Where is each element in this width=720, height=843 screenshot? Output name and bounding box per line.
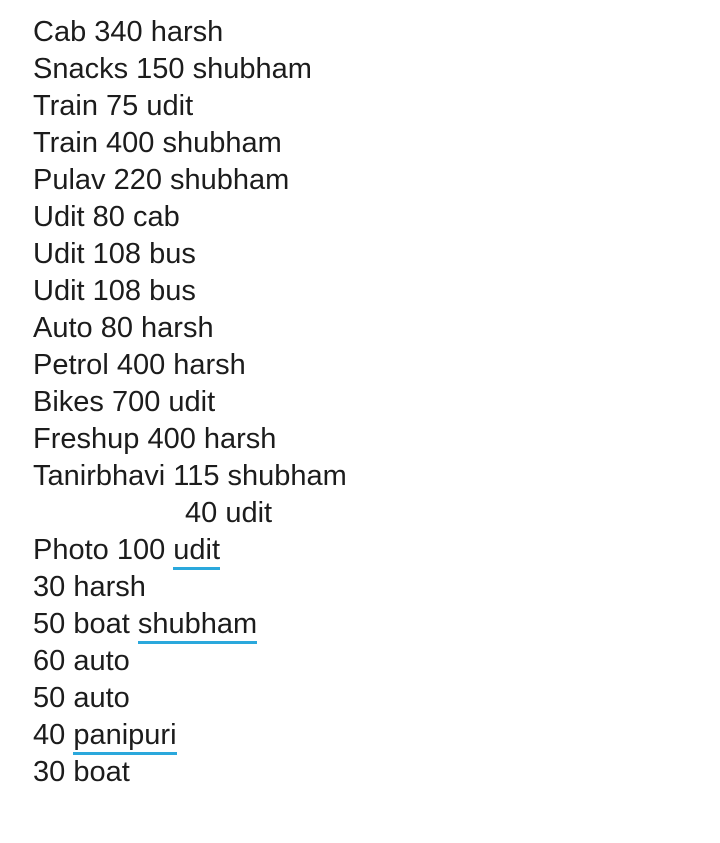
note-line: Bikes 700 udit xyxy=(33,386,216,418)
note-line: 30 harsh xyxy=(33,571,146,603)
note-line-text: 50 boat xyxy=(33,608,138,640)
note-line xyxy=(33,606,693,643)
note-line-indented: 40 udit xyxy=(185,497,273,529)
note-line: Tanirbhavi 115 shubham xyxy=(33,460,347,492)
spellcheck-word[interactable]: udit xyxy=(173,534,220,570)
note-line: Udit 108 bus xyxy=(33,275,196,307)
note-line: Pulav 220 shubham xyxy=(33,164,290,196)
spellcheck-word[interactable]: panipuri xyxy=(73,719,176,755)
note-line: 50 auto xyxy=(33,682,130,714)
note-line: Snacks 150 shubham xyxy=(33,53,312,85)
note-line xyxy=(33,532,693,569)
spellcheck-word[interactable]: shubham xyxy=(138,608,257,644)
note-line: Auto 80 harsh xyxy=(33,312,214,344)
note-line: Udit 80 cab xyxy=(33,201,180,233)
note-line: 60 auto xyxy=(33,645,130,677)
note-line: Cab 340 harsh xyxy=(33,16,224,48)
note-line: Petrol 400 harsh xyxy=(33,349,246,381)
note-line: Train 75 udit xyxy=(33,90,194,122)
note-line: Udit 108 bus xyxy=(33,238,196,270)
note-line: 30 boat xyxy=(33,756,130,788)
note-line-text: 40 xyxy=(33,719,74,751)
note-line: Freshup 400 harsh xyxy=(33,423,277,455)
note-line-text: Photo 100 xyxy=(33,534,174,566)
note-body[interactable] xyxy=(33,14,693,791)
note-line: Train 400 shubham xyxy=(33,127,282,159)
note-line xyxy=(33,717,693,754)
